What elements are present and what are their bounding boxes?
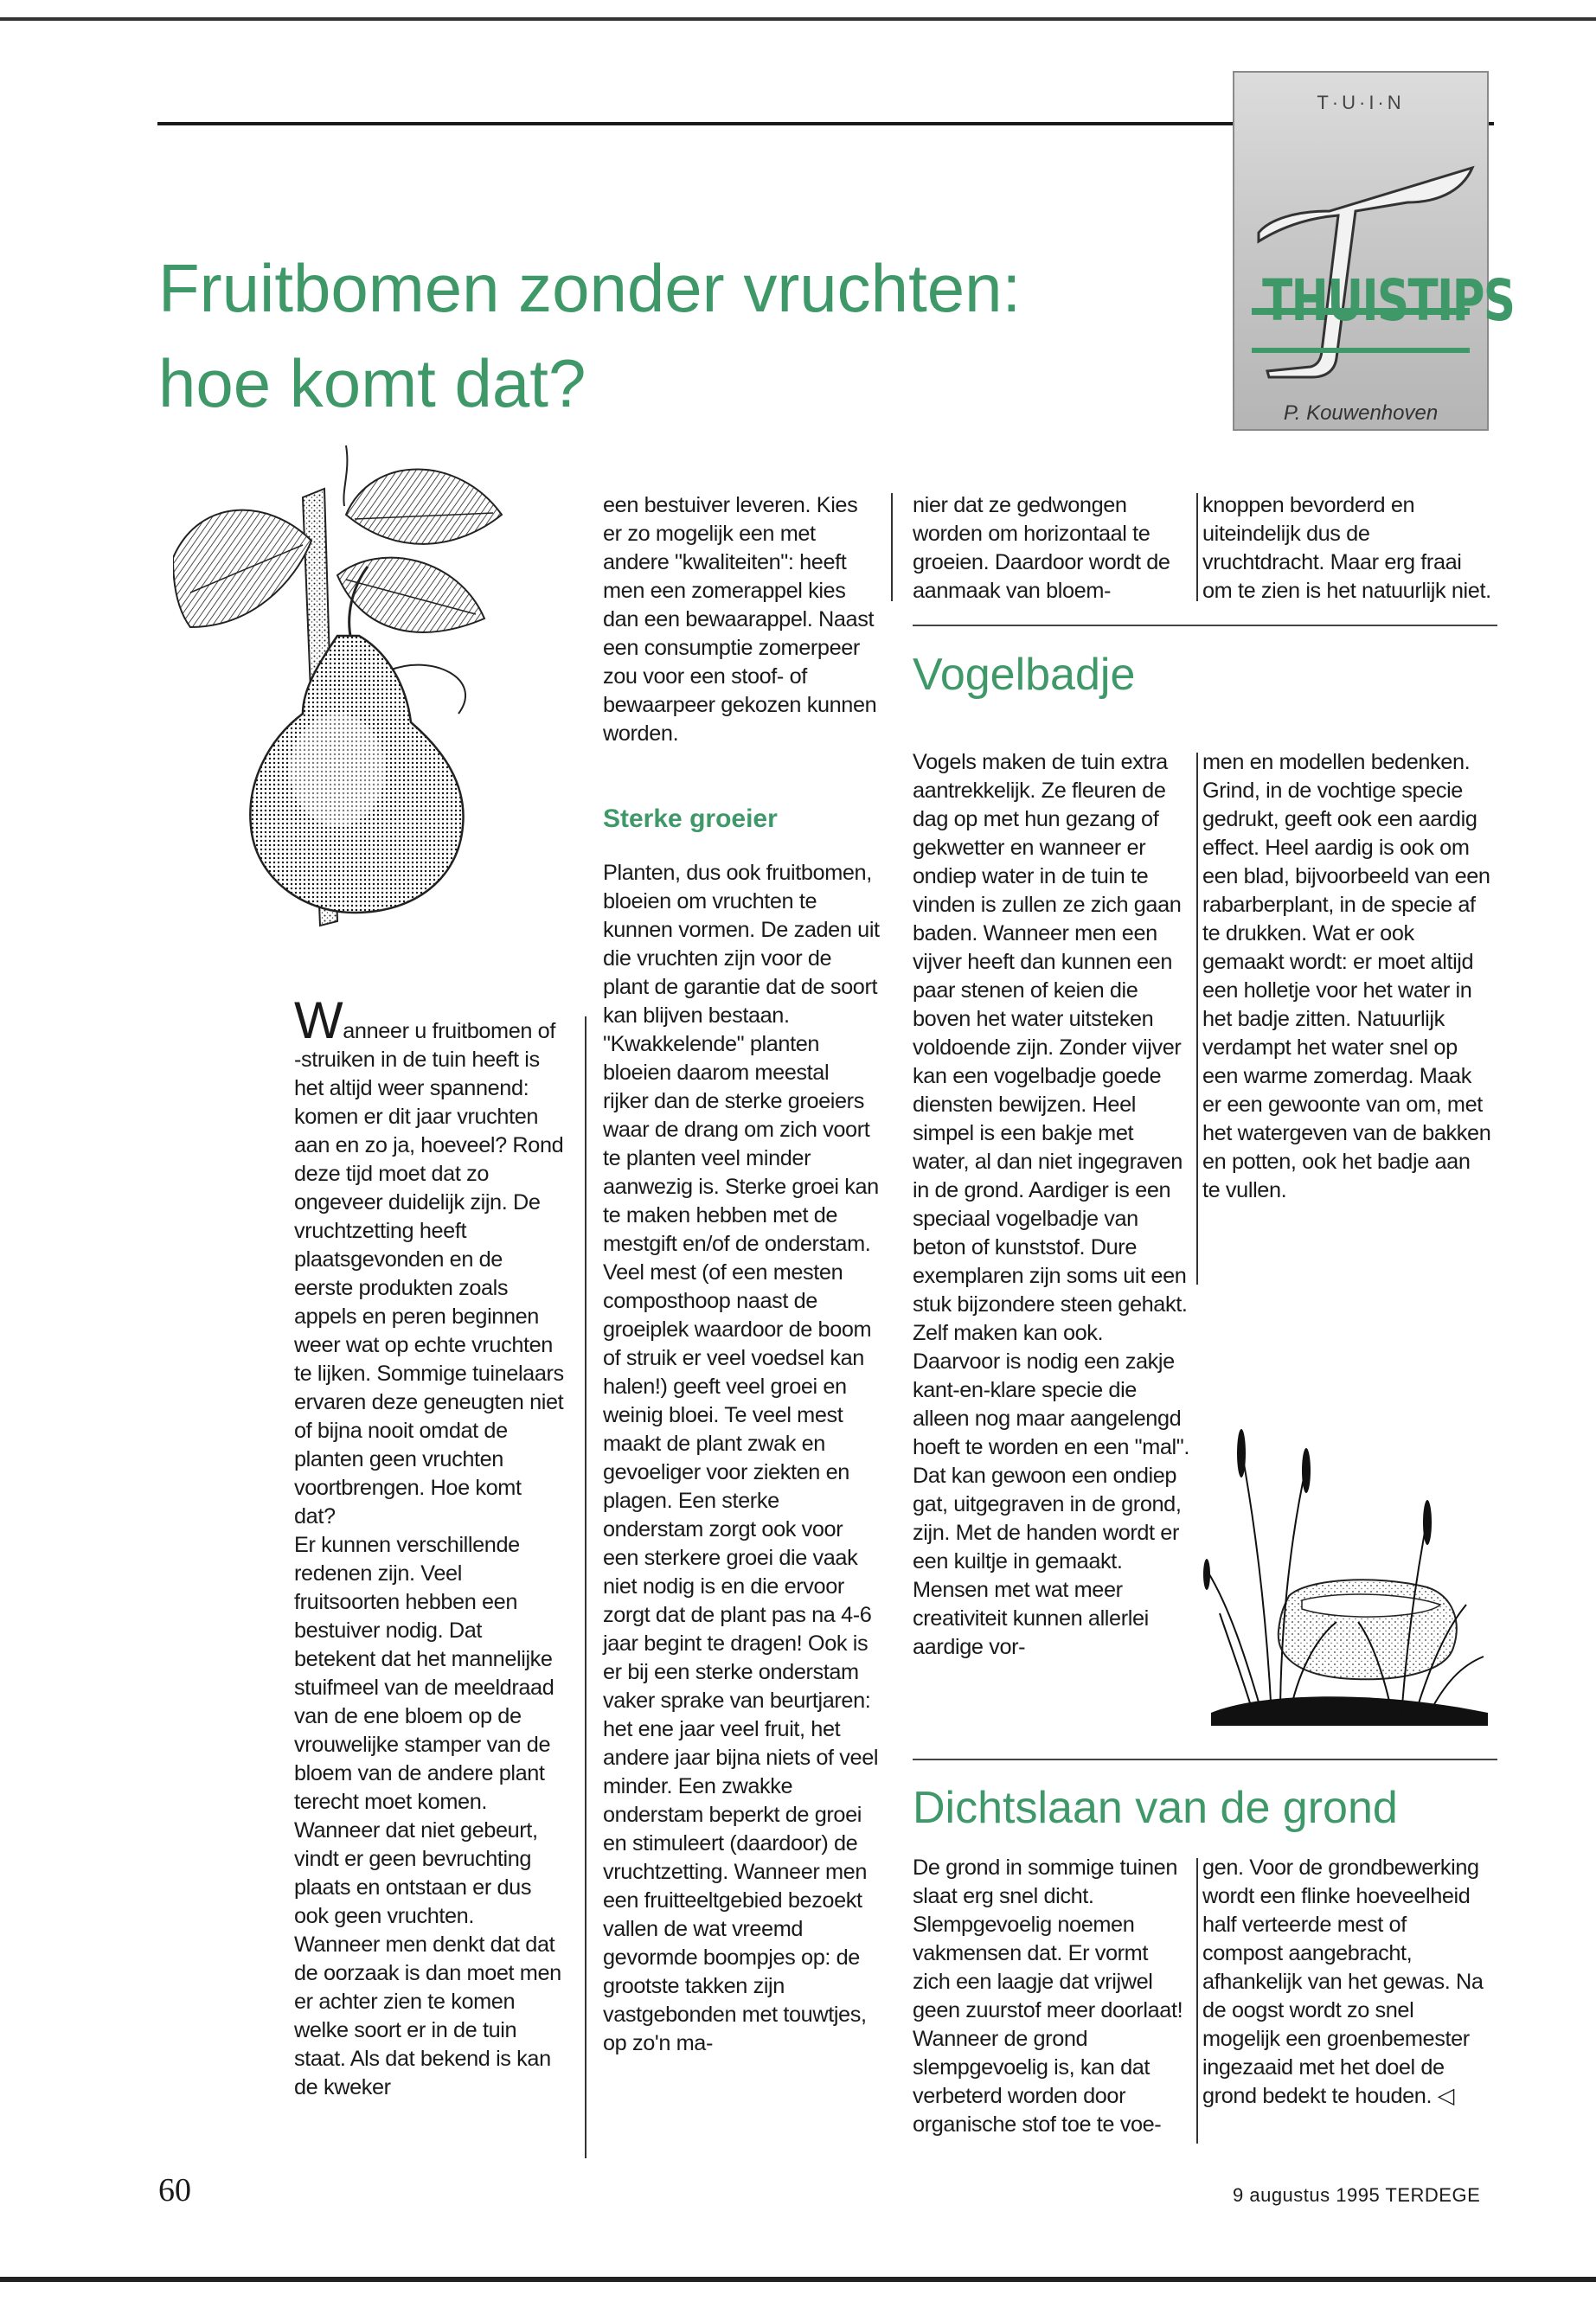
logo-name: THUISTIPS <box>1262 267 1515 334</box>
pear-illustration <box>173 437 545 939</box>
section-rule <box>913 625 1497 626</box>
paragraph-pollinator: een bestuiver leveren. Kies er zo mogelijk een met andere "kwaliteiten": heeft men een zomerappel kies dan een bewaarappel. Naast een consumptie zomerpeer zou voor een stoof- of bewaarpeer gekozen kunnen worden. <box>603 493 877 746</box>
bird-bath-illustration <box>1194 1414 1497 1734</box>
title-line-2: hoe komt dat? <box>158 345 586 421</box>
article-column-3-top: nier dat ze gedwongen worden om horizontaal te groeien. Daardoor wordt de aanmaak van bloem- <box>913 493 1170 603</box>
dichtslaan-column-1: De grond in sommige tuinen slaat erg snel dicht. Slempgevoelig noemen vakmensen dat. Er vormt zich een laagje dat vrijwel geen zuurstof meer doorlaat! Wanneer de grond slempgevoelig is, kan dat verbeterd worden door organische stof toe te voe- <box>913 1856 1183 2137</box>
section-title-dichtslaan: Dichtslaan van de grond <box>913 1783 1398 1833</box>
article-column-2 <box>603 491 880 748</box>
paragraph-pollination: Er kunnen verschillende redenen zijn. Veel fruitsoorten hebben een bestuiver nodig. Dat betekent dat het mannelijke stuifmeel van de meeldraad van de ene bloem op de vrouwelijke stamper van de bloem van de andere plant terecht moet komen. Wanneer dat niet gebeurt, vindt er geen bevruchting plaats en ontstaan er dus ook geen vruchten. Wanneer men denkt dat dat de oorzaak is dan moet men er achter zien te komen welke soort er in de tuin staat. Als dat bekend is kan de kweker <box>294 1533 561 2099</box>
section-title-vogelbadje: Vogelbadje <box>913 650 1136 700</box>
t-letter-icon <box>1234 73 1515 429</box>
issue-date: 9 augustus 1995 TERDEGE <box>1233 2184 1481 2206</box>
column-divider <box>585 1016 586 2158</box>
paragraph-strong-growth: Planten, dus ook fruitbomen, bloeien om vruchten te kunnen vormen. De zaden uit die vruchten zijn voor de plant de garantie dat de soort kan blijven bestaan. "Kwakkelende" planten bloeien daarom meestal rijker dan de sterke groeiers waar de drang om zich voort te planten veel minder aanwezig is. Sterke groei kan te maken hebben met de mestgift en/of de onderstam. Veel mest (of een mesten composthoop naast de groeiplek waardoor de boom of struik er veel voedsel kan halen!) geeft veel groei en weinig bloei. Te veel mest maakt de plant zwak en gevoeliger voor ziekten en plagen. Een sterke onderstam zorgt ook voor een sterkere groei die vaak niet nodig is en die ervoor zorgt dat de plant pas na 4-6 jaar begint te dragen! Ook is er bij een sterke onderstam vaker sprake van beurtjaren: het ene jaar veel fruit, het andere jaar bijna niets of veel minder. Een zwakke onderstam beperkt de groei en stimuleert (daardoor) de vruchtzetting. Wanneer men een fruitteeltgebied bezoekt vallen de wat vreemd gevormde boompjes op: de grootste takken zijn vastgebonden met touwtjes, op zo'n ma- <box>603 861 880 2055</box>
drop-cap: W <box>294 991 343 1049</box>
article-column-4-top: knoppen bevorderd en uiteindelijk dus de vruchtdracht. Maar erg fraai om te zien is het natuurlijk niet. <box>1202 493 1491 603</box>
vogelbadje-column-2: men en modellen bedenken. Grind, in de vochtige specie gedrukt, geeft ook een aardig effect. Heel aardig is ook om een blad, bijvoorbeeld van een rabarberplant, in de specie af te drukken. Wat er ook gemaakt wordt: er moet altijd een holletje voor het water in het badje zitten. Natuurlijk verdampt het water snel op een warme zomerdag. Maak er een gewoonte van om, met het watergeven van de bakken en potten, ook het badje aan te vullen. <box>1202 750 1491 1202</box>
page-top-border <box>0 17 1596 21</box>
intro-paragraph: anneer u fruitbomen of -struiken in de tuin heeft is het altijd weer spannend: komen er dit jaar vruchten aan en zo ja, hoeveel? Rond deze tijd moet dat zo ongeveer duidelijk zijn. De vruchtzetting heeft plaatsgevonden en de eerste produkten zoals appels en peren beginnen weer wat op echte vruchten te lijken. Sommige tuinelaars ervaren deze geneugten niet of bijna nooit omdat de planten geen vruchten voortbrengen. Hoe komt dat? <box>294 1019 564 1529</box>
column-divider <box>1196 493 1198 601</box>
page-number: 60 <box>158 2172 191 2208</box>
subhead-sterke-groeier: Sterke groeier <box>603 804 778 833</box>
title-line-1: Fruitbomen zonder vruchten: <box>158 250 1022 326</box>
thuistips-logo <box>1233 71 1515 431</box>
article-title <box>158 240 1196 431</box>
article-column-1 <box>294 991 564 2102</box>
section-rule <box>913 1759 1497 1760</box>
dichtslaan-column-2: gen. Voor de grondbewerking wordt een flinke hoeveelheid half verteerde mest of compost aangebracht, afhankelijk van het gewas. Na de oogst wordt zo snel mogelijk een groenbemester ingezaaid met het doel de grond bedekt te houden. ◁ <box>1202 1856 1484 2108</box>
column-divider <box>1196 1858 1198 2144</box>
column-divider <box>1196 753 1198 1285</box>
column-divider <box>891 493 893 601</box>
logo-series: T·U·I·N <box>1317 92 1405 113</box>
article-column-2-continued <box>603 859 880 2058</box>
page-bottom-border <box>0 2277 1596 2282</box>
vogelbadje-column-1: Vogels maken de tuin extra aantrekkelijk. Ze fleuren de dag op met hun gezang of gekwetter en wanneer er ondiep water in de tuin te vinden is zullen ze zich gaan baden. Wanneer men een vijver heeft dan kunnen een paar stenen of keien die boven het water uitsteken voldoende zijn. Zonder vijver kan een vogelbadje goede diensten bewijzen. Heel simpel is een bakje met water, al dan niet ingegraven in de grond. Aardiger is een speciaal vogelbadje van beton of kunststof. Dure exemplaren zijn soms uit een stuk bijzondere steen gehakt. Zelf maken kan ook. Daarvoor is nodig een zakje kant-en-klare specie die alleen nog maar aangelengd hoeft te worden en een "mal". Dat kan gewoon een ondiep gat, uitgegraven in de grond, zijn. Met de handen wordt er een kuiltje in gemaakt. Mensen met wat meer creativiteit kunnen allerlei aardige vor- <box>913 750 1189 1659</box>
author-byline: P. Kouwenhoven <box>1283 401 1439 425</box>
